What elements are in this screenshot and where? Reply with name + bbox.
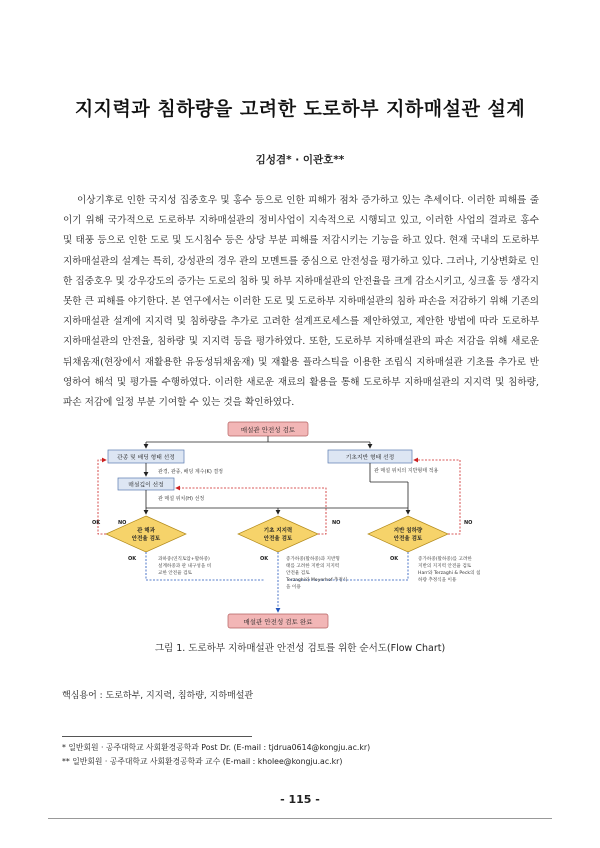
settlement-safety-label-2: 안전율 검토 — [393, 536, 423, 542]
footnote-2: ** 일반회원 · 공주대학교 사회환경공학과 교수 (E-mail : kholee@kongju.ac.kr) — [62, 757, 343, 766]
settlement-safety-diamond — [368, 516, 448, 552]
settle-note-1: 증가하중(활하중)를 고려한 — [418, 557, 472, 562]
footnote-1: * 일반회원 · 공주대학교 사회환경공학과 Post Dr. (E-mail : tjdrua0614@kongju.ac.kr) — [62, 743, 371, 752]
end-label: 매설관 안전성 검토 완료 — [243, 618, 313, 626]
pipe-selection-note: 관경, 관종, 배딩 계수(K) 결정 — [158, 469, 224, 475]
footnote-divider — [62, 736, 252, 737]
ok-label-1: OK — [128, 556, 137, 562]
page-number: - 115 - — [280, 793, 320, 806]
bearing-safety-label-1: 기초 지지력 — [263, 528, 293, 534]
bearing-note-4: Terzaghi와 Meyerhof 추정식 — [286, 578, 348, 583]
flow-chart-figure — [88, 420, 512, 632]
pipe-safety-label-2: 안전율 검토 — [131, 536, 161, 542]
depth-selection-note: 관 매설 위치(H) 선정 — [158, 496, 205, 502]
keywords: 핵심용어 : 도로하부, 지지력, 침하량, 지하매설관 — [62, 691, 254, 701]
no-label-1: OK — [92, 520, 101, 526]
pipe-note-3: 교한 안전율 검토 — [158, 571, 192, 576]
bearing-safety-diamond — [238, 516, 318, 552]
pipe-safety-label-1: 관 해과 — [137, 528, 155, 534]
settle-note-3: Harr와 Terzaghi & Peck의 침 — [418, 571, 481, 576]
depth-selection-label: 매설깊이 선정 — [128, 482, 164, 489]
flow-chart-svg — [88, 420, 512, 632]
bearing-note-5: 을 이용 — [286, 585, 301, 590]
abstract-text: 이상기후로 인한 국지성 집중호우 및 홍수 등으로 인한 피해가 점차 증가하고 있는 추세이다. 이러한 피해를 줄이기 위해 국가적으로 도로하부 지하매설관의 정비사업이 지속적으로 시행되고 있고, 이러한 사업의 결과로 홍수 및 태풍 등으로 인한 도로 및 도시침수 등은 상당 부분 피해를 저감시키는 기능을 하고 있다. 현재 국내의 도로하부 지하매설관의 설계는 특히, 강성관의 경우 관의 모멘트를 중심으로 안전성을 평가하고 있다. 그러나, 기상변화로 인한 집중호우 및 강우강도의 증가는 도로의 침하 및 하부 지하매설관의 안전율을 크게 감소시키고, 싱크홀 등 생각지 못한 큰 피해를 야기한다. 본 연구에서는 이러한 도로 및 도로하부 지하매설관의 침하 파손을 저감하기 위해 기존의 지하매설관 설계에 지지력 및 침하량을 추가로 고려한 설계프로세스를 제안하였고, 제안한 방법에 따라 도로하부 지하매설관의 안전율, 침하량 및 지지력 등을 평가하였다. 또한, 도로하부 지하매설관의 파손 저감을 위해 새로운 뒤채움재(현장에서 재활용한 유동성뒤채움재) 및 재활용 플라스틱을 이용한 조립식 지하매설관 기초를 추가로 반영하여 해석 및 평가를 수행하였다. 이러한 새로운 재료의 활용을 통해 도로하부 지하매설관의 지지력 및 침하량, 파손 저감에 일정 부분 기여할 수 있는 것을 확인하였다. — [63, 195, 539, 409]
no-label-2: NO — [332, 520, 341, 526]
soil-selection-note: 관 매설 위치의 지반형태 적용 — [374, 468, 439, 474]
no-label-3: NO — [464, 520, 473, 526]
paper-title: 지지력과 침하량을 고려한 도로하부 지하매설관 설계 — [74, 98, 526, 120]
figure-caption: 그림 1. 도로하부 지하매설관 안전성 검토를 위한 순서도(Flow Chart) — [154, 643, 446, 654]
bottom-rule — [48, 818, 552, 819]
ok-label-3: OK — [390, 556, 399, 562]
bearing-note-3: 안전율 검토 — [286, 571, 310, 576]
settlement-safety-label-1: 지반 침하량 — [393, 528, 423, 534]
bearing-note-2: 태를 고려한 지반의 지지력 — [286, 564, 340, 569]
pipe-note-2: 설계하중과 관 내구성을 비 — [158, 564, 212, 569]
start-label: 매설관 안전성 검토 — [240, 426, 296, 434]
soil-selection-label: 기초지반 형태 선정 — [345, 455, 395, 461]
settle-note-4: 하량 추정식을 이용 — [418, 578, 457, 583]
pipe-selection-label: 관종 및 배딩 형태 선정 — [117, 455, 175, 461]
paper-authors: 김성겸* · 이관호** — [255, 154, 345, 166]
settle-note-2: 지반의 지지력 안전율 검토 — [418, 564, 472, 569]
no-label-left: NO — [118, 520, 127, 526]
bearing-safety-label-2: 안전율 검토 — [263, 536, 293, 542]
bearing-note-1: 증가하중(활하중)과 지반형 — [286, 557, 340, 562]
ok-label-2: OK — [260, 556, 269, 562]
pipe-note-1: 과하중(연직토압+활하중) — [158, 557, 210, 562]
